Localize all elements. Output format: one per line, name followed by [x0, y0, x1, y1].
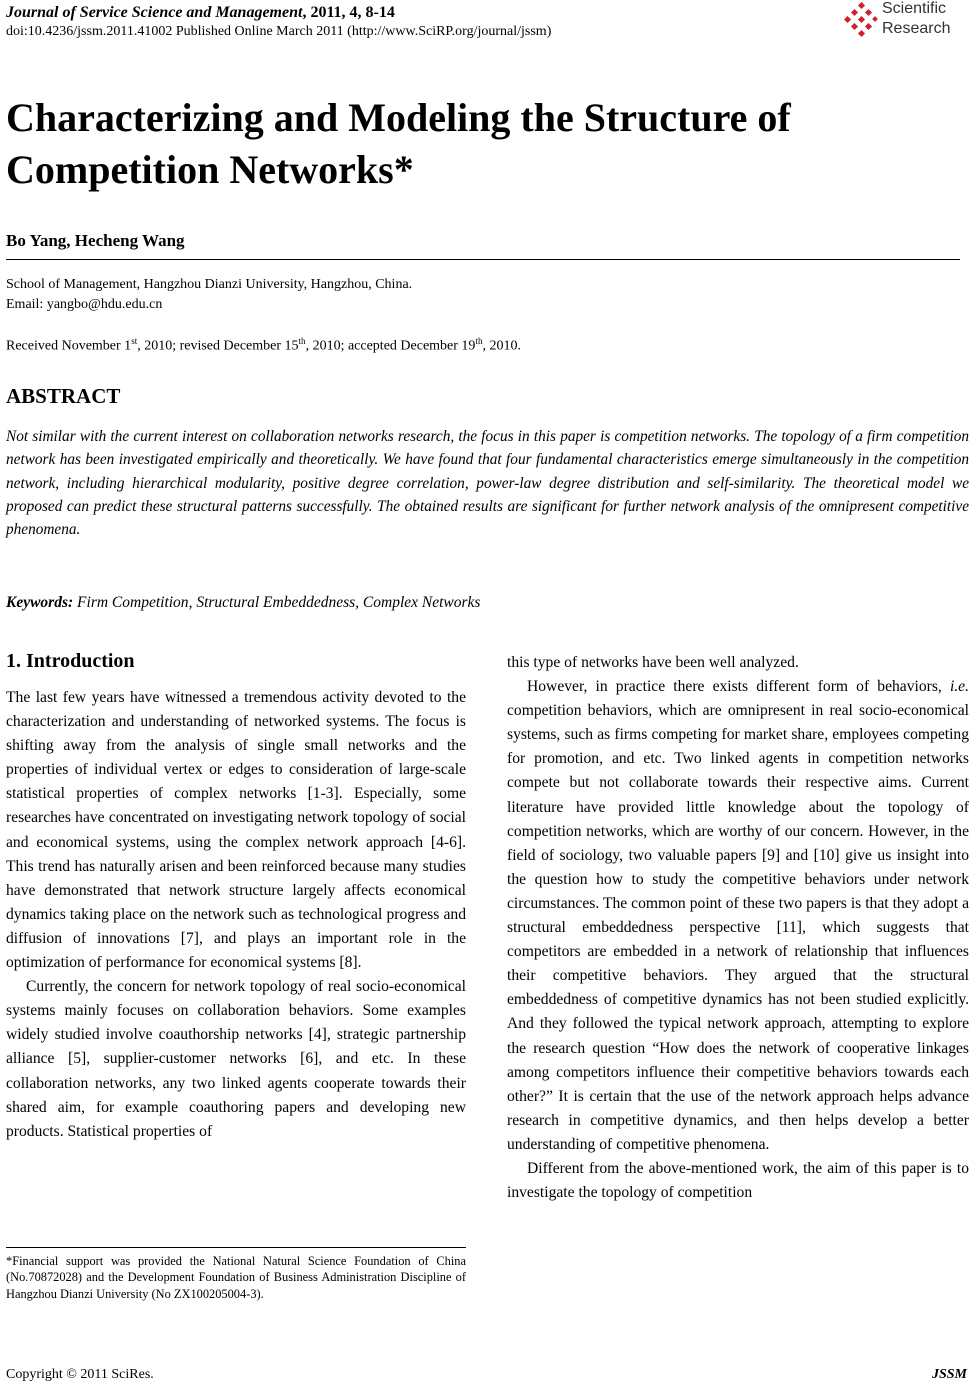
- intro-paragraph-2: Currently, the concern for network topology of real socio-economical systems mainly focuses on collaboration behaviors. Some examples widely studied involve coauthorship networks [4], strategic partnership alliance [5], supplier-customer networks [6], and etc. In these collaboration networks, any two linked agents cooperate towards their shared aim, for example coauthoring papers and developing new products. Statistical properties of: [6, 978, 466, 1140]
- keyword-sep: ,: [188, 594, 197, 611]
- affiliation-block: [6, 275, 412, 315]
- keyword-sep: ,: [355, 594, 363, 611]
- keywords-label: Keywords: [6, 594, 68, 611]
- received-text: Received November 1: [6, 338, 132, 354]
- diamond-grid-icon: [844, 2, 878, 38]
- keyword-2: Structural Embeddedness: [196, 594, 356, 611]
- keywords-colon: :: [68, 594, 78, 611]
- intro-paragraph-2-cont: this type of networks have been well analyzed.: [507, 654, 799, 671]
- title-line-2: Competition Networks*: [6, 147, 414, 192]
- keyword-3: Complex Networks: [362, 594, 481, 611]
- abstract-heading: ABSTRACT: [6, 384, 121, 408]
- paragraph-text: However, in practice there exists different form of behaviors,: [527, 678, 950, 696]
- intro-paragraph-4: Different from the above-mentioned work, the aim of this paper is to investigate the topology of competition: [507, 1159, 969, 1202]
- authors: Bo Yang, Hecheng Wang: [6, 231, 185, 250]
- left-column: [6, 686, 466, 1144]
- journal-citation: [6, 4, 395, 22]
- accepted-sup: th: [475, 336, 483, 346]
- header-divider: [6, 259, 960, 260]
- right-column: [507, 651, 969, 1205]
- logo-text-research: Research: [882, 20, 951, 37]
- paper-title: [6, 92, 946, 196]
- received-dates: [6, 336, 521, 355]
- paragraph-text: competition behaviors, which are omnipresent in real socio-economical systems, such as firms competing for market share, employees competing for promotion, and etc. Two linked agents in competition networks compete but not collaborate towards their respective aims. Current literature have provided little knowledge about the topology of competition networks, which are worthy of our concern. However, in the field of sociology, two valuable papers [9] and [10] give us insight into the question how to study the competitive behaviors under network circumstances. The common point of these two papers is that they adopt a structural embeddedness perspective [11], which suggests that competitors are embedded in a network of relationship that influences their competitive behaviors. They argued that the structural embeddedness of competitive dynamics has not been studied explicitly. And they followed the typical network approach, attempting to explore the research question “How does the network of cooperative linkages among competitors influence their competitive behaviors towards each other?” It is certain that the use of the network approach helps advance research in competitive dynamics, and then helps develop a better understanding of competitive phenomena.: [507, 702, 969, 1153]
- received-sup: st: [131, 336, 138, 346]
- keywords: [6, 594, 480, 612]
- footnote: *Financial support was provided the National Natural Science Foundation of China (No.70872028) and the Development Foundation of Business Administration Discipline of Hangzhou Dianzi University (No ZX100205004-3).: [6, 1254, 466, 1301]
- intro-paragraph-1: The last few years have witnessed a tremendous activity devoted to the characterization and understanding of networked systems. The focus is shifting away from the analysis of single small networks and the properties of individual vertex or edges to consideration of large-scale statistical properties of complex networks [1-3]. Especially, some researches have concentrated on investigating network topology of social and economical systems, using the complex network approach [4-6]. This trend has naturally arisen and been reinforced because many studies have demonstrated that network structure largely affects economical dynamics taking place on the network such as technological progress and diffusion of innovations [7], and plays an important role in the optimization of performance for economical systems [8].: [6, 689, 466, 972]
- accepted-year: , 2010.: [482, 338, 521, 354]
- footnote-divider: [6, 1247, 466, 1248]
- paragraph-ie: i.e.: [949, 678, 969, 696]
- revised-text: , 2010; revised December 15: [137, 338, 299, 354]
- affiliation: School of Management, Hangzhou Dianzi University, Hangzhou, China.: [6, 277, 413, 292]
- copyright: Copyright © 2011 SciRes.: [6, 1367, 154, 1382]
- revised-sup: th: [298, 336, 306, 346]
- logo-text-scientific: Scientific: [882, 0, 947, 17]
- title-line-1: Characterizing and Modeling the Structure of: [6, 95, 791, 140]
- section-heading: 1. Introduction: [6, 650, 135, 672]
- doi-line[interactable]: doi:10.4236/jssm.2011.41002 Published Online March 2011 (http://www.SciRP.org/journal/jssm): [6, 24, 552, 39]
- publisher-logo: [844, 0, 969, 44]
- intro-paragraph-3: [507, 675, 969, 1157]
- accepted-text: , 2010; accepted December 19: [305, 338, 476, 354]
- abstract-text: Not similar with the current interest on collaboration networks research, the focus in this paper is competition networks. The topology of a firm competition network has been investigated empirically and theoretically. We have found that four fundamental characteristics emerge simultaneously in the competition network, including hierarchical modularity, positive degree correlation, power-law degree distribution and self-similarity. The theoretical model we proposed can predict these structural patterns successfully. The obtained results are significant for further network analysis of the omnipresent competitive phenomena.: [6, 428, 969, 539]
- keyword-1: Firm Competition: [77, 594, 189, 611]
- email[interactable]: Email: yangbo@hdu.edu.cn: [6, 297, 163, 312]
- journal-abbreviation: JSSM: [931, 1367, 967, 1382]
- journal-volume: , 2011, 4, 8-14: [302, 4, 395, 21]
- journal-name: Journal of Service Science and Management: [6, 4, 303, 21]
